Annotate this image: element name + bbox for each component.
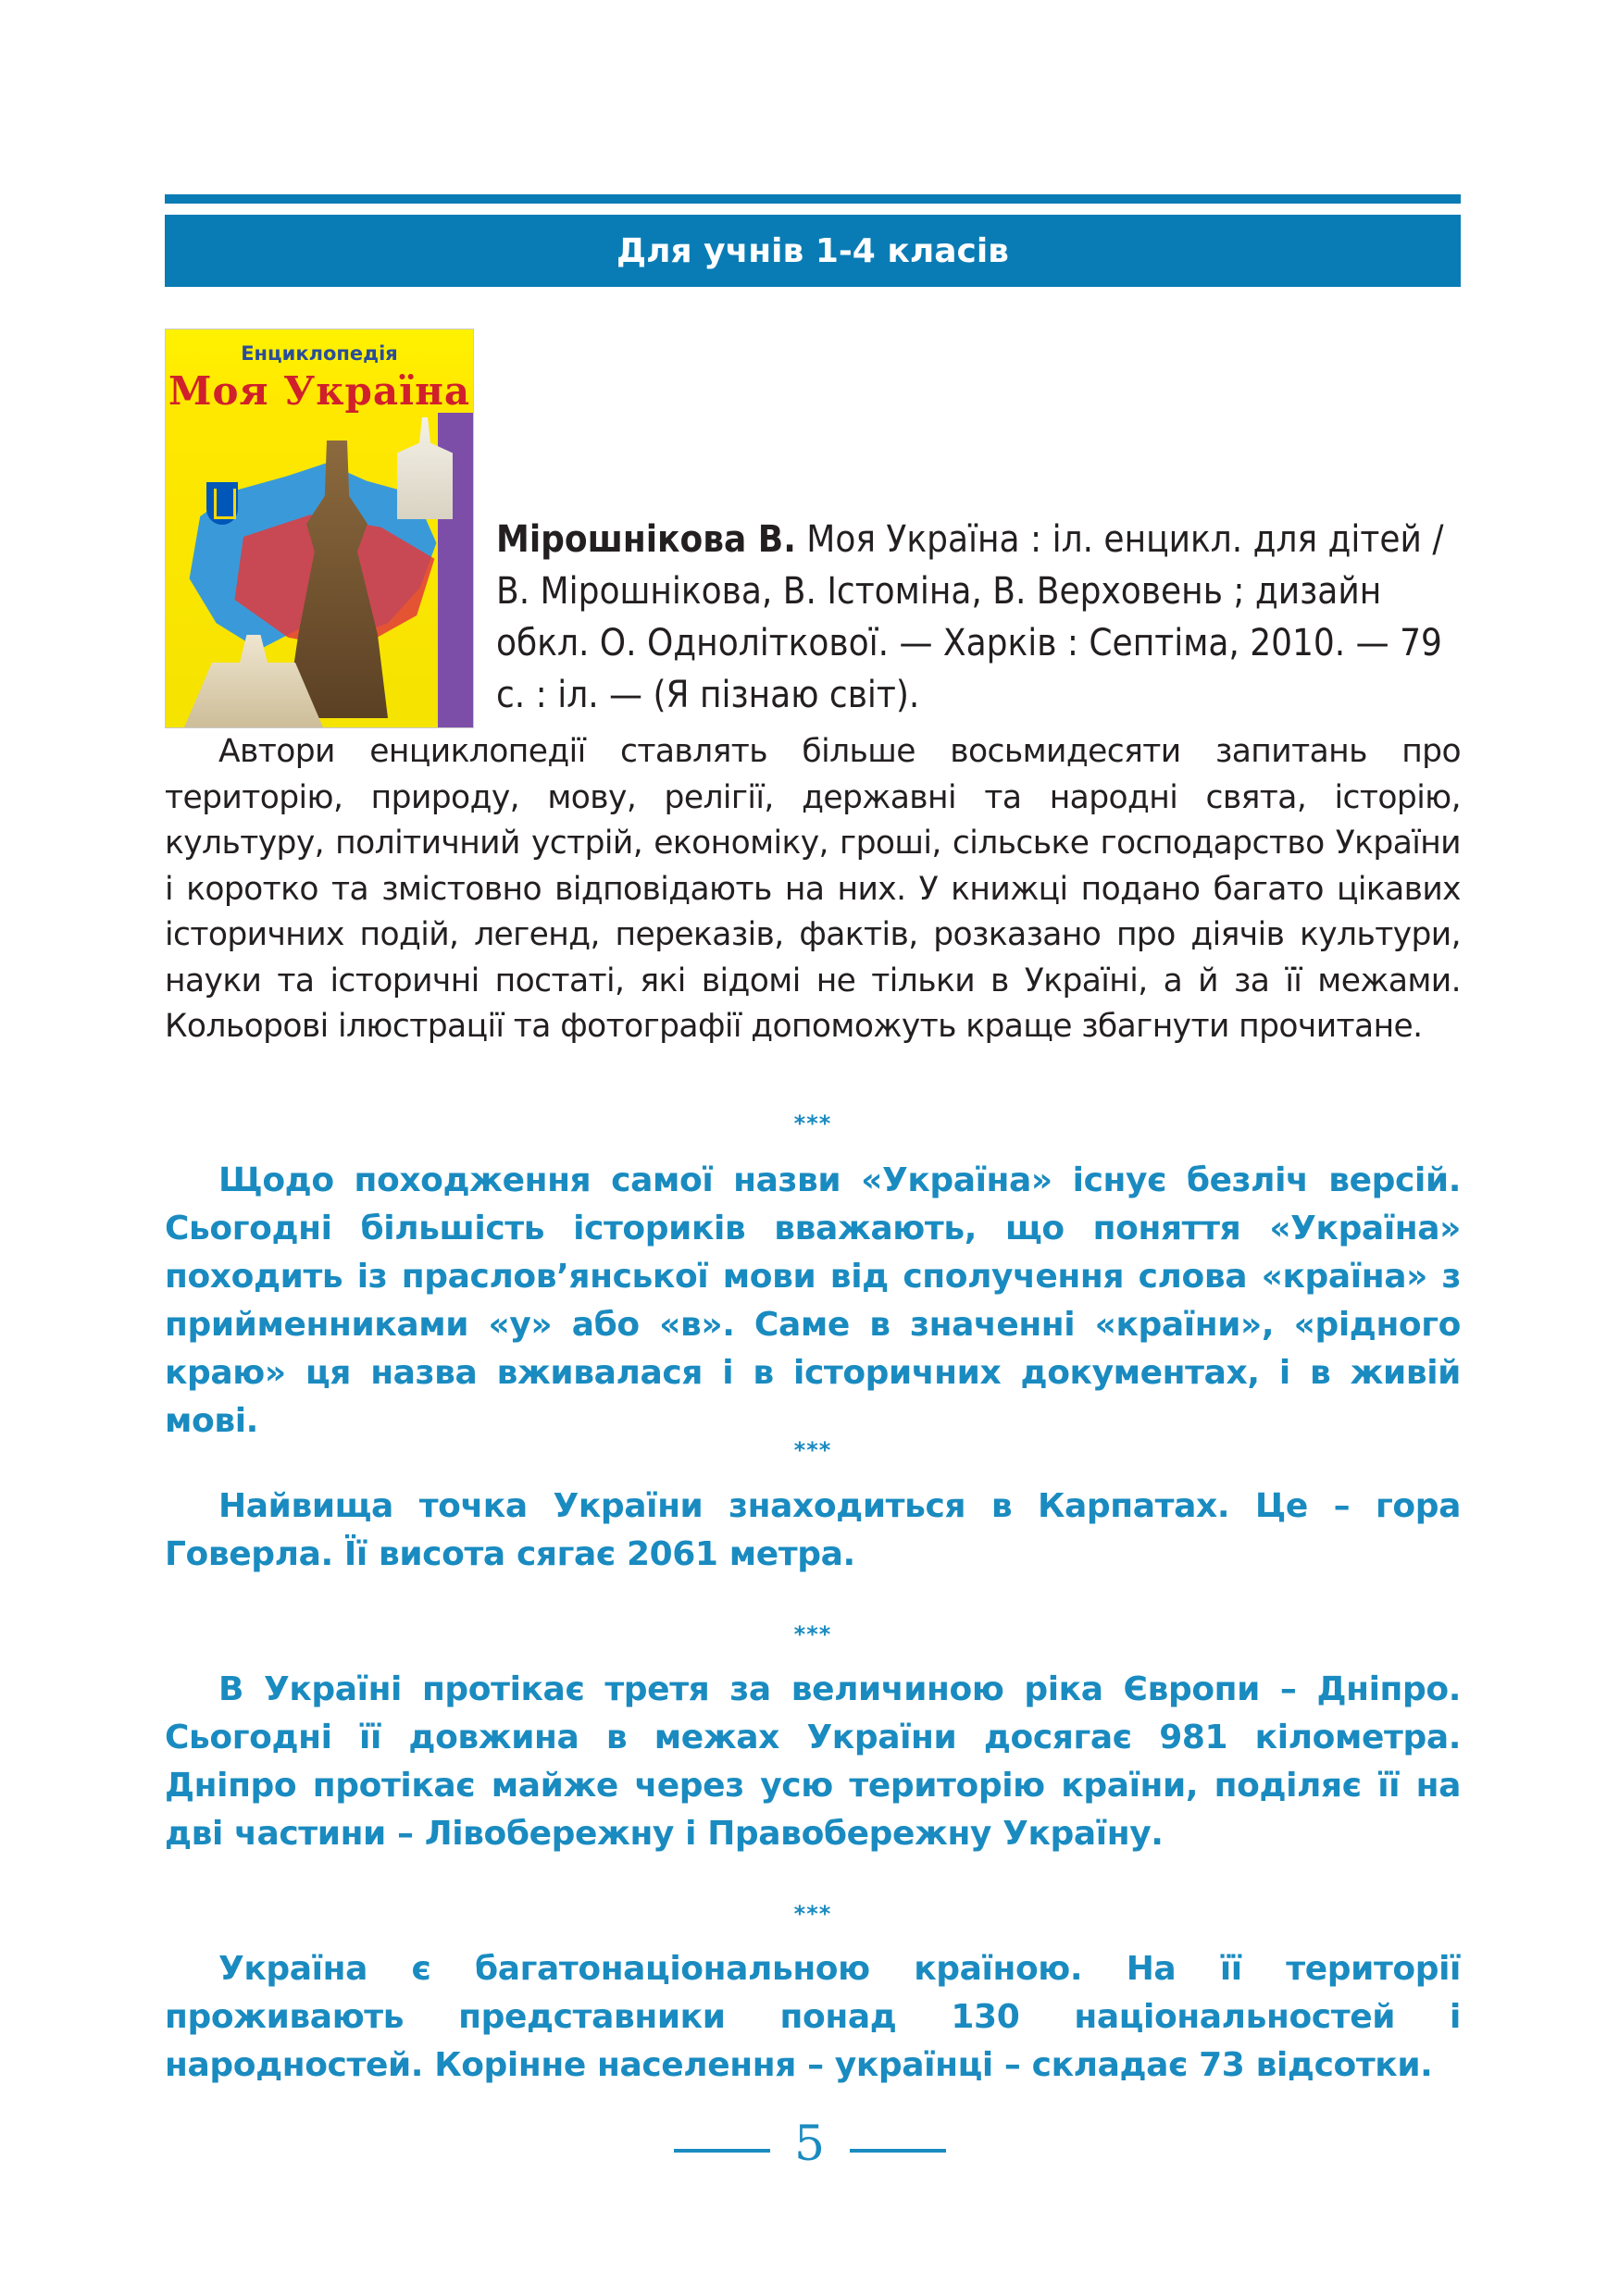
section-title: Для учнів 1-4 класів [616,231,1009,270]
book-details: Моя Україна : іл. енцикл. для дітей / В. Мірошнікова, В. Істоміна, В. Верховень ; дизайн обкл. О. Одноліткової. — Харків : Септіма, 2010. — 79 с. : іл. — (Я пізнаю світ). [496,518,1444,716]
header-rule [165,194,1461,204]
book-author: Мірошнікова В. [496,518,796,561]
cover-title: Моя Україна [168,368,471,414]
section-header [165,215,1461,287]
fact-nationalities: Україна є багатонаціональною країною. На її території проживають представники понад 130 національностей і народностей. Корінне населення – українці – складає 73 відсотки. [165,1950,1461,2084]
page-number: 5 [793,2116,826,2172]
trident-icon [214,489,236,519]
bibliographic-entry [496,514,1461,721]
book-description: Автори енциклопедії ставлять більше восьмидесяти запитань про територію, природу, мову, релігії, державні та народні свята, історію, культуру, політичний устрій, економіку, гроші, сільське господарство України і коротко та змістовно відповідають на них. У книжці подано багато цікавих історичних подій, легенд, переказів, фактів, розказано про діячів культури, науки та історичні постаті, які відомі не тільки в Україні, а й за її межами. Кольорові ілюстрації та фотографії допоможуть краще збагнути прочитане. [165,733,1461,1045]
fact-dnipro: В Україні протікає третя за величиною ріка Європи – Дніпро. Сьогодні її довжина в межах України досягає 981 кілометра. Дніпро протікає майже через усю територію країни, поділяє її на дві частини – Лівобережну і Правобережну Україну. [165,1670,1461,1853]
separator-4: *** [793,1901,832,1927]
separator-3: *** [793,1621,832,1647]
fact-highest-point: Найвища точка України знаходиться в Карпатах. Це – гора Говерла. Її висота сягає 2061 метра. [165,1487,1461,1573]
book-cover-image [165,329,474,728]
cover-title-block [166,329,473,414]
page-number-rule-right [850,2149,946,2153]
separator-1: *** [793,1111,832,1136]
separator-2: *** [793,1437,832,1463]
cover-label: Енциклопедія [241,342,398,365]
fact-name-origin: Щодо походження самої назви «Україна» існує безліч версій. Сьогодні більшість істориків вважають, що поняття «Україна» походить із праслов’янської мови від сполучення слова «країна» з прийменниками «у» або «в». Саме в значенні «країни», «рідного краю» ця назва вживалася і в історичних документах, і в живій мові. [165,1161,1461,1440]
